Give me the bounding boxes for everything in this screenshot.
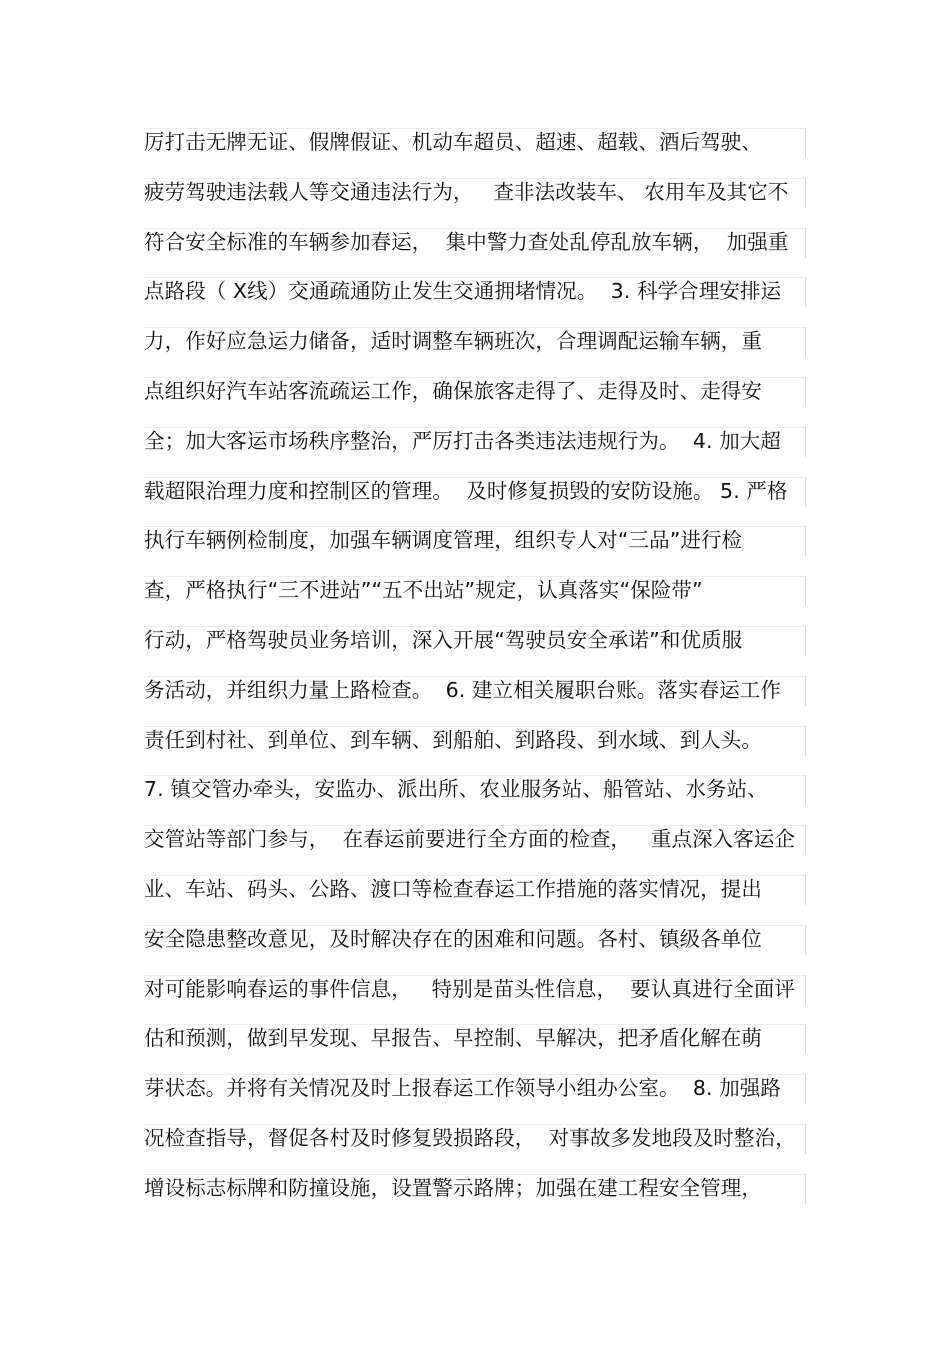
text-line: 执行车辆例检制度，加强车辆调度管理，组织专人对“三品”进行检 xyxy=(144,516,806,566)
text-line: 符合安全标准的车辆参加春运， 集中警力查处乱停乱放车辆， 加强重 xyxy=(144,218,806,268)
text-line: 对可能影响春运的事件信息， 特别是苗头性信息， 要认真进行全面评 xyxy=(144,965,806,1015)
text-line: 载超限治理力度和控制区的管理。 及时修复损毁的安防设施。 5. 严格 xyxy=(144,467,806,517)
body-text xyxy=(144,118,806,1214)
text-line: 增设标志标牌和防撞设施，设置警示路牌；加强在建工程安全管理， xyxy=(144,1164,806,1214)
text-line: 查，严格执行“三不进站”“五不出站”规定，认真落实“保险带” xyxy=(144,566,806,616)
text-line: 况检查指导，督促各村及时修复毁损路段， 对事故多发地段及时整治， xyxy=(144,1114,806,1164)
text-line: 行动，严格驾驶员业务培训，深入开展“驾驶员安全承诺”和优质服 xyxy=(144,616,806,666)
text-line: 7. 镇交管办牵头，安监办、派出所、农业服务站、船管站、水务站、 xyxy=(144,765,806,815)
text-line: 芽状态。并将有关情况及时上报春运工作领导小组办公室。 8. 加强路 xyxy=(144,1064,806,1114)
text-line: 厉打击无牌无证、假牌假证、机动车超员、超速、超载、酒后驾驶、 xyxy=(144,118,806,168)
text-line: 力，作好应急运力储备，适时调整车辆班次，合理调配运输车辆，重 xyxy=(144,317,806,367)
text-line: 务活动，并组织力量上路检查。 6. 建立相关履职台账。落实春运工作 xyxy=(144,666,806,716)
text-line: 安全隐患整改意见，及时解决存在的困难和问题。各村、镇级各单位 xyxy=(144,915,806,965)
text-line: 业、车站、码头、公路、渡口等检查春运工作措施的落实情况，提出 xyxy=(144,865,806,915)
text-line: 估和预测，做到早发现、早报告、早控制、早解决，把矛盾化解在萌 xyxy=(144,1014,806,1064)
text-line: 疲劳驾驶违法载人等交通违法行为， 查非法改装车、 农用车及其它不 xyxy=(144,168,806,218)
text-line: 全；加大客运市场秩序整治，严厉打击各类违法违规行为。 4. 加大超 xyxy=(144,417,806,467)
text-line: 点组织好汽车站客流疏运工作，确保旅客走得了、走得及时、走得安 xyxy=(144,367,806,417)
text-line: 点路段（ X线）交通疏通防止发生交通拥堵情况。 3. 科学合理安排运 xyxy=(144,267,806,317)
text-line: 责任到村社、到单位、到车辆、到船舶、到路段、到水域、到人头。 xyxy=(144,716,806,766)
text-line: 交管站等部门参与， 在春运前要进行全方面的检查， 重点深入客运企 xyxy=(144,815,806,865)
